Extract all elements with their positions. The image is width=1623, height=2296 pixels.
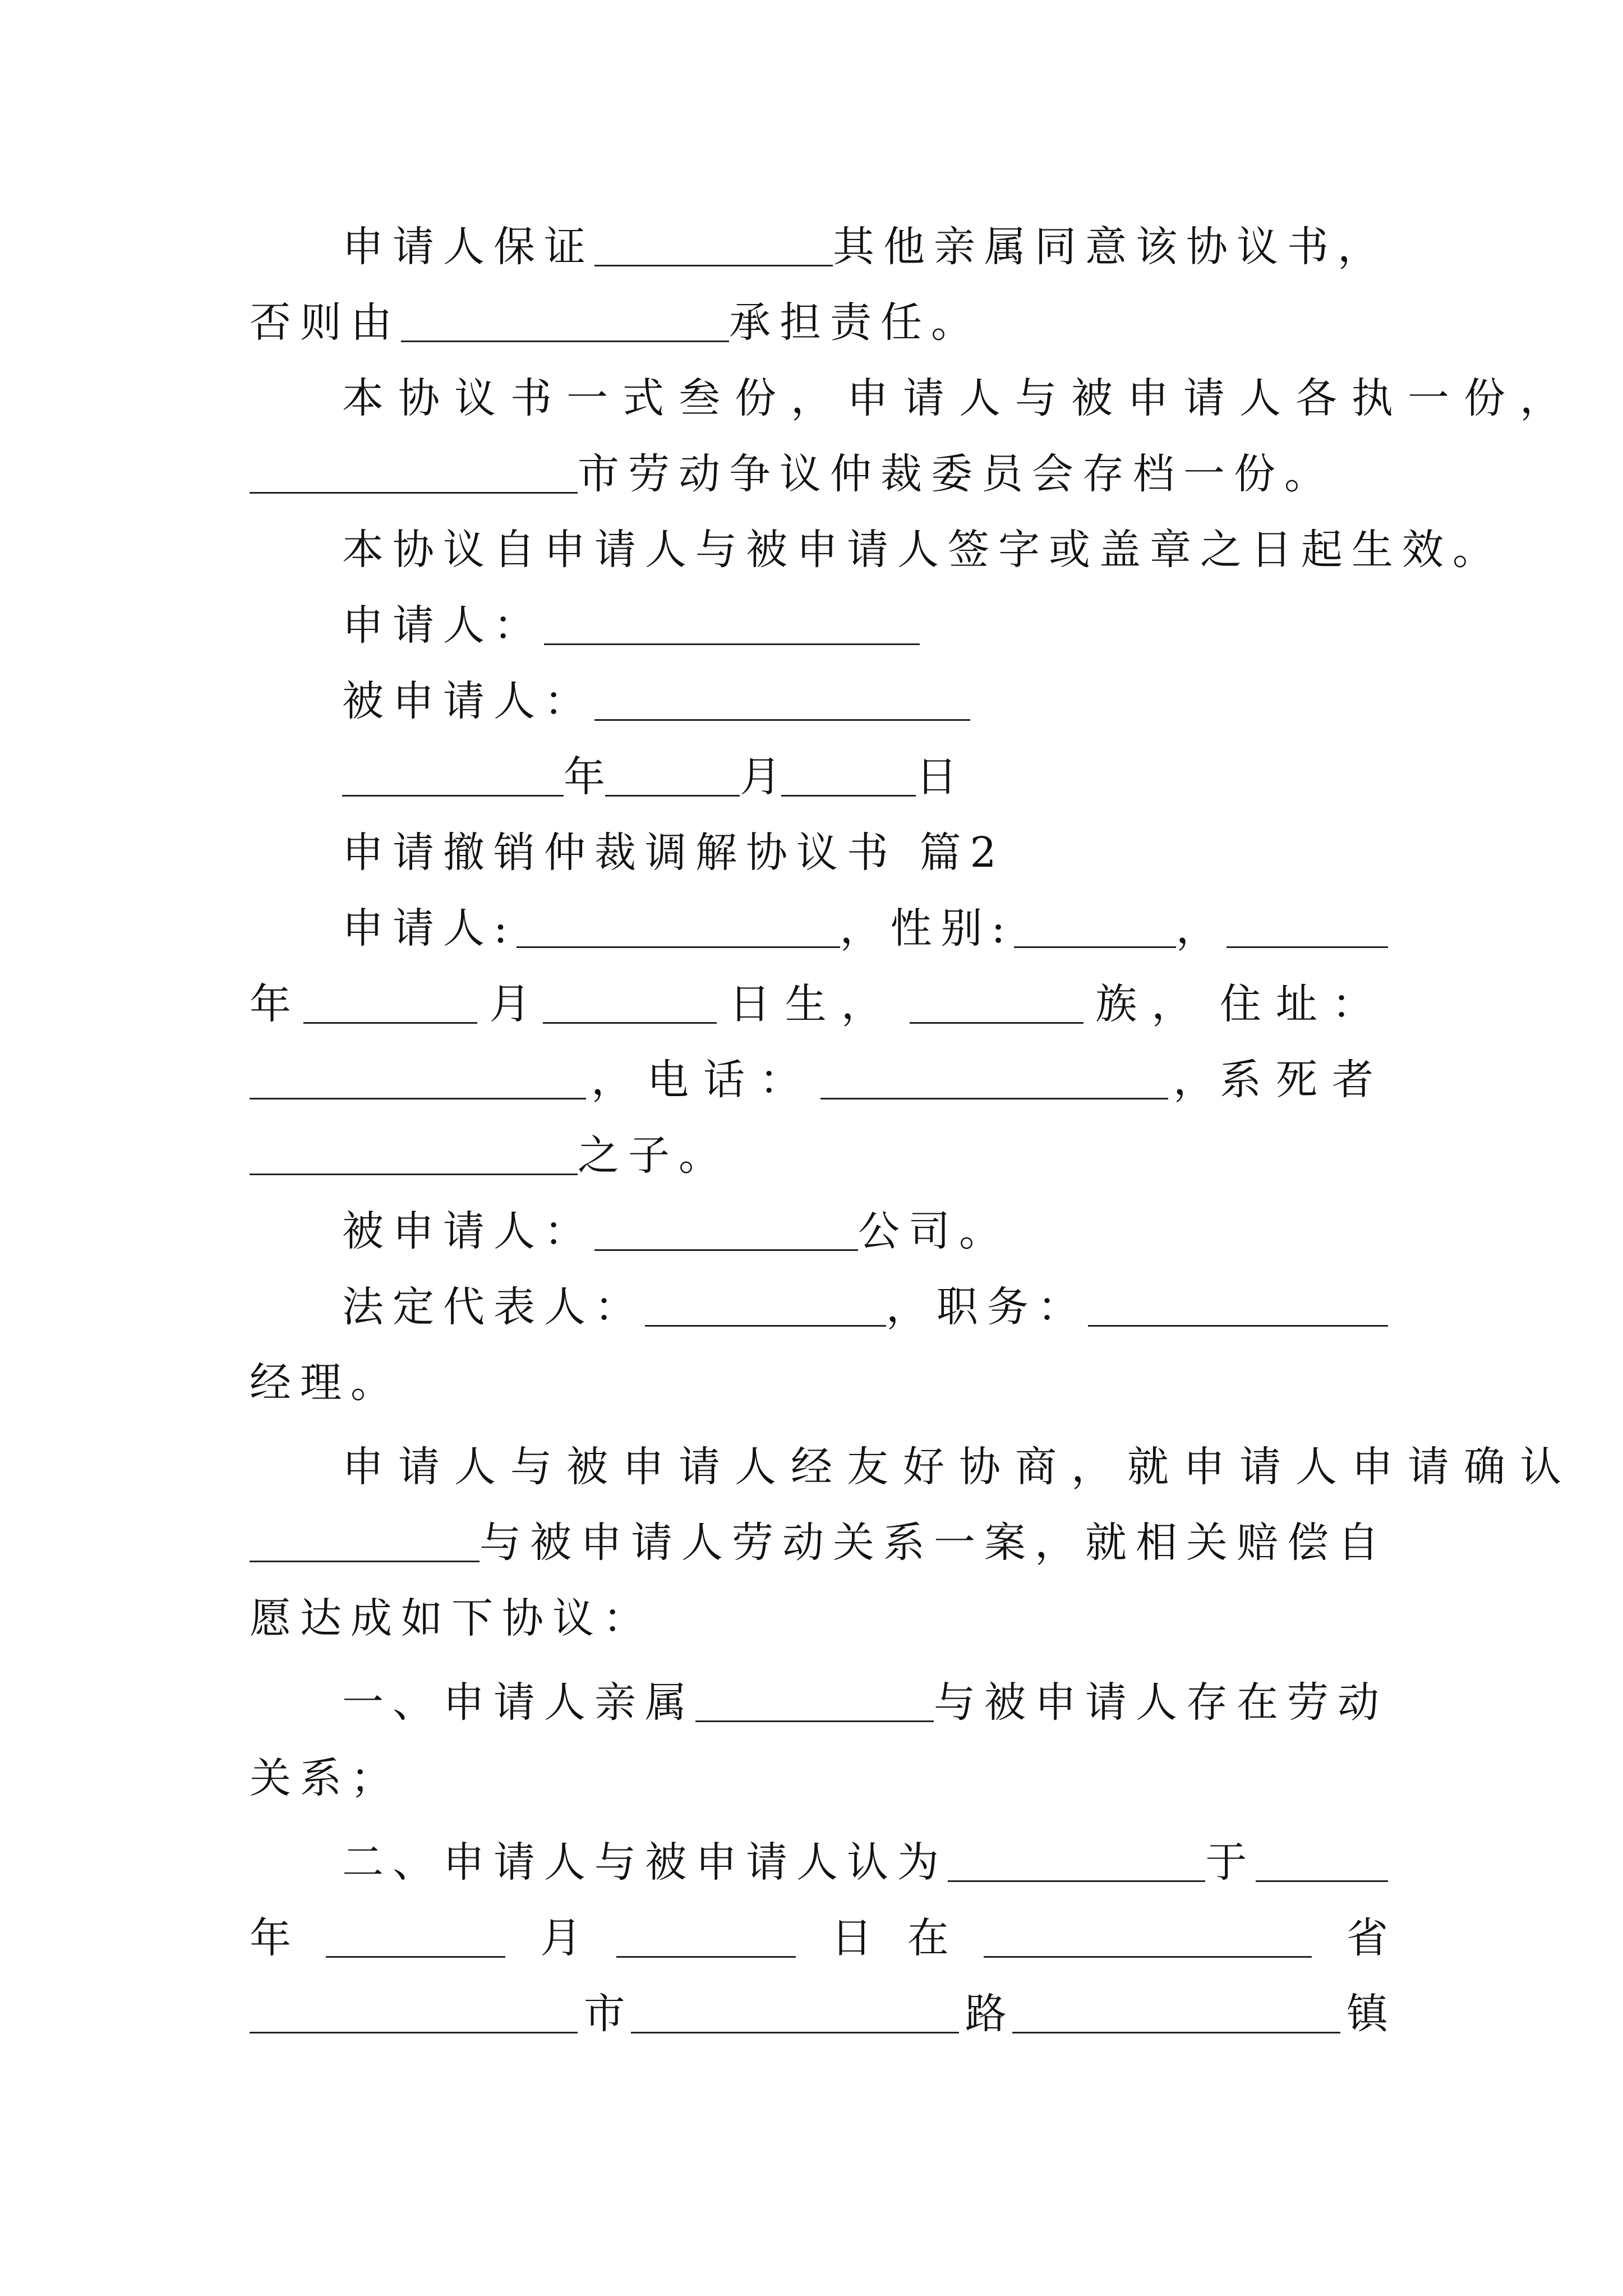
text-span: 二、申请人与被申请人认为: [342, 1838, 948, 1887]
fill-in-blank: [695, 1683, 934, 1722]
text-line: [250, 1276, 1388, 1338]
fill-in-blank: [1012, 1995, 1340, 2033]
text-line: [250, 1588, 1388, 1649]
fill-in-blank: [250, 455, 578, 494]
text-span: 日生，: [728, 980, 897, 1028]
text-span: 路: [965, 1990, 1007, 2038]
text-line: [250, 1512, 1388, 1573]
fill-in-blank: [1256, 1843, 1388, 1882]
text-line: [250, 216, 1388, 278]
text-span: 年: [250, 980, 291, 1028]
text-span: 申请撤销仲裁调解协议书 篇2: [342, 829, 1006, 877]
text-span: 本协议自申请人与被申请人签字或盖章之日起生效。: [342, 526, 1503, 574]
text-line: [250, 519, 1503, 581]
text-span: 之子。: [578, 1131, 729, 1180]
text-span: 与被申请人存在劳动: [934, 1678, 1388, 1727]
text-line: [250, 1747, 1388, 1809]
text-span: ，性别:: [840, 904, 1015, 953]
text-span: 住址：: [1219, 980, 1388, 1028]
text-span: 年: [250, 1914, 291, 1962]
text-span: 本协议书一式叁份，申请人与被申请人各执一份，: [342, 374, 1576, 422]
text-span: 系死者: [1220, 1056, 1388, 1104]
text-span: 日: [916, 753, 957, 801]
text-span: 其他亲属同意该协议书，: [833, 223, 1388, 271]
text-span: 申请人保证: [342, 223, 594, 271]
text-span: 一、申请人亲属: [342, 1678, 695, 1727]
fill-in-blank: [517, 909, 840, 948]
text-span: 月: [540, 1914, 582, 1962]
text-span: 承担责任。: [729, 298, 981, 347]
text-span: 市劳动争议仲裁委员会存档一份。: [578, 450, 1335, 498]
text-span: 市: [583, 1990, 625, 2038]
text-line: [250, 973, 1388, 1035]
fill-in-blank: [1088, 1288, 1388, 1327]
fill-in-blank: [631, 1995, 959, 2033]
fill-in-blank: [1227, 909, 1388, 948]
text-line: [250, 1125, 1388, 1186]
text-line: [250, 1907, 1388, 1969]
text-span: 于: [1205, 1838, 1256, 1887]
fill-in-blank: [616, 1919, 796, 1958]
fill-in-blank: [303, 985, 477, 1024]
text-span: 公司。: [858, 1207, 1009, 1255]
text-span: ，: [1175, 904, 1227, 953]
month-blank: [605, 758, 740, 797]
text-span: 月: [489, 980, 531, 1028]
text-span: ，电话：: [591, 1056, 815, 1104]
text-line: [250, 1352, 1388, 1414]
text-span: 年: [564, 753, 605, 801]
text-span: 与被申请人劳动关系一案，就相关赔偿自: [479, 1519, 1388, 1567]
fill-in-blank: [250, 1061, 586, 1099]
fill-in-blank: [543, 985, 717, 1024]
text-span: 被申请人：: [342, 677, 594, 725]
text-line: [250, 443, 1388, 505]
fill-in-blank: [948, 1843, 1205, 1882]
text-line: [250, 1049, 1388, 1111]
fill-in-blank: [401, 303, 729, 342]
fill-in-blank: [645, 1288, 886, 1327]
day-blank: [781, 758, 916, 797]
text-line: [250, 1983, 1388, 2045]
text-span: 镇: [1346, 1990, 1388, 2038]
fill-in-blank: [594, 228, 833, 266]
text-line: [250, 367, 1576, 429]
text-span: 日: [831, 1914, 873, 1962]
text-span: 在: [907, 1914, 949, 1962]
text-span: ，: [1173, 1056, 1215, 1104]
signature-blank: [544, 606, 920, 645]
text-line: [250, 898, 1388, 959]
year-blank: [342, 758, 564, 797]
fill-in-blank: [250, 1995, 578, 2033]
text-span: 申请人：: [342, 601, 544, 650]
text-span: 否则由: [250, 298, 401, 347]
fill-in-blank: [250, 1137, 578, 1175]
text-line: [250, 292, 1388, 353]
section-heading: [250, 822, 1388, 884]
text-line: [250, 1672, 1388, 1733]
text-span: 省: [1346, 1914, 1388, 1962]
text-span: 族，: [1095, 980, 1208, 1028]
fill-in-blank: [1014, 909, 1175, 948]
fill-in-blank: [326, 1919, 505, 1958]
text-line: [250, 1832, 1388, 1893]
text-span: 被申请人：: [342, 1207, 594, 1255]
text-line: [250, 595, 1388, 656]
fill-in-blank: [594, 1212, 858, 1251]
signature-blank: [594, 682, 970, 721]
text-span: 月: [740, 753, 781, 801]
fill-in-blank: [250, 1524, 479, 1562]
text-span: 关系；: [250, 1754, 401, 1802]
date-line: [250, 746, 1388, 808]
text-span: 经理。: [250, 1359, 401, 1407]
text-line: [250, 1436, 1576, 1498]
text-line: [250, 1200, 1388, 1262]
fill-in-blank: [910, 985, 1083, 1024]
text-span: 申请人:: [342, 904, 517, 953]
text-span: ，职务：: [886, 1283, 1088, 1331]
text-line: [250, 670, 1388, 732]
fill-in-blank: [984, 1919, 1312, 1958]
text-span: 申请人与被申请人经友好协商，就申请人申请确认: [342, 1443, 1576, 1491]
fill-in-blank: [820, 1061, 1168, 1099]
text-span: 法定代表人：: [342, 1283, 645, 1331]
text-span: 愿达成如下协议：: [250, 1594, 653, 1642]
